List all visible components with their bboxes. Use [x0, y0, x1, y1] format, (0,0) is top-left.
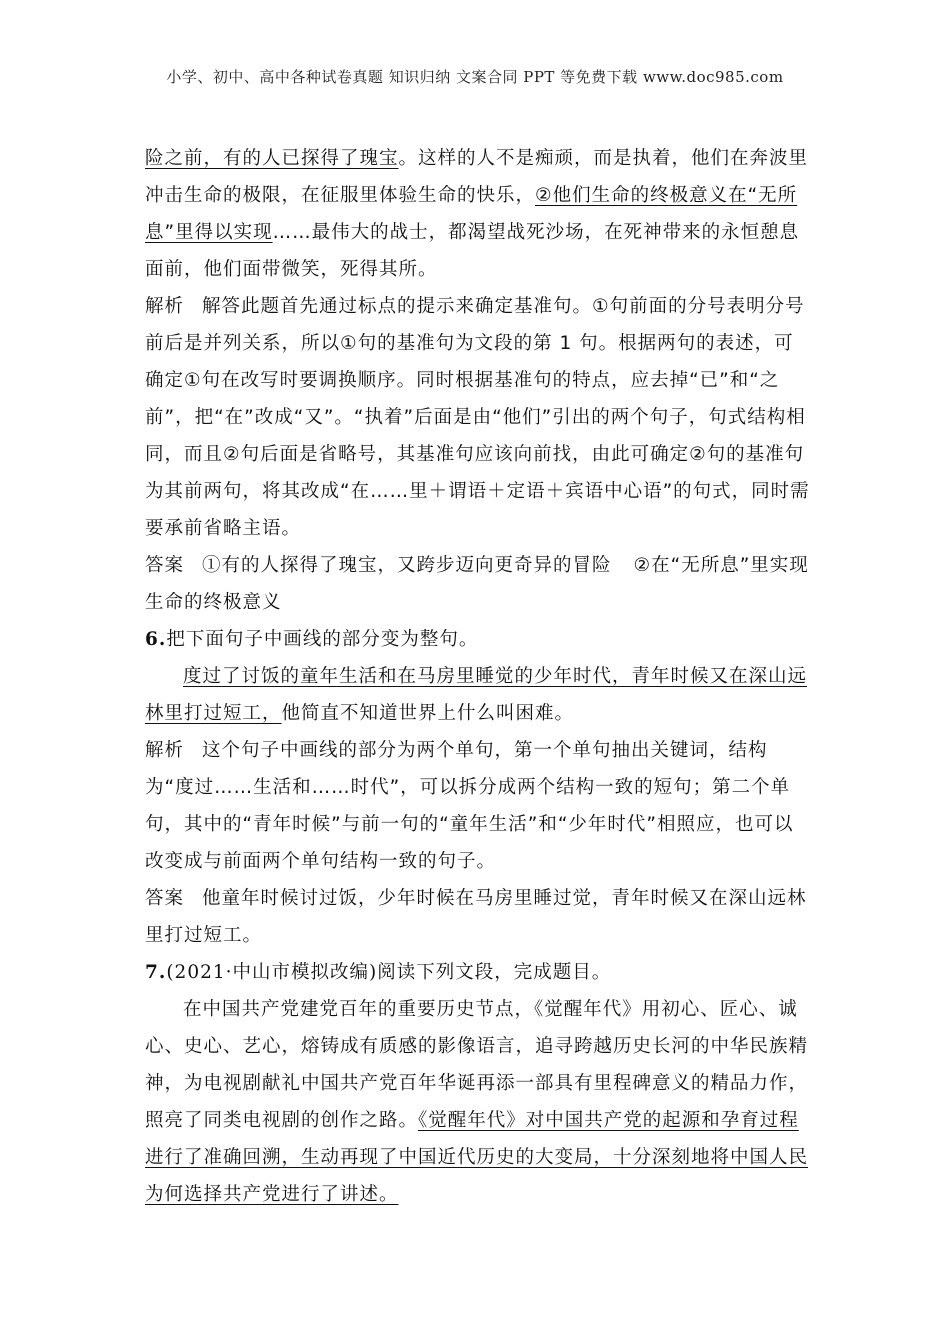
answer-label: 答案 — [145, 555, 185, 576]
answer-label: 答案 — [145, 888, 185, 909]
passage-text: ……最伟大的战士，都渴望战死沙场，在死神带来的永恒憩息面前，他们面带微笑，死得其所。 — [145, 222, 800, 280]
sentence-rest: 他简直不知道世界上什么叫困难。 — [281, 703, 575, 724]
underlined-sentence: 《觉醒年代》对中国共产党的起源和孕育过程进行了准确回溯，生动再现了中国近代历史的大变局，十分深刻地将中国人民为何选择共产党进行了讲述。 — [145, 1110, 809, 1205]
underlined-sentence-1: 险之前，有的人已探得了瑰宝 — [145, 148, 399, 169]
q5-analysis — [145, 288, 810, 547]
passage-text: 在中国共产党建党百年的重要历史节点，《觉醒年代》用初心、匠心、诚心、史心、艺心，熔铸成有质感的影像语言，追寻跨越历史长河的中华民族精神，为电视剧献礼中国共产党百年华诞再添一部具有里程碑意义的精品力作，照亮了同类电视剧的创作之路。 — [145, 999, 809, 1131]
document-body — [145, 140, 810, 1213]
question-source: (2021·中山市模拟改编) — [166, 962, 378, 983]
q7-passage — [145, 991, 810, 1213]
passage-text: 。这样的人不是痴顽，而是执着，他们在奔波里冲击生命的极限，在征服里体验生命的快乐， — [145, 148, 809, 206]
question-prompt: 把下面句子中画线的部分变为整句。 — [166, 629, 479, 650]
analysis-label: 解析 — [145, 296, 185, 317]
q7-prompt — [145, 954, 810, 991]
answer-text: 他童年时候讨过饭，少年时候在马房里睡过觉，青年时候又在深山远林里打过短工。 — [145, 888, 807, 946]
q6-sentence — [145, 658, 810, 732]
q6-prompt — [145, 621, 810, 658]
analysis-label: 解析 — [145, 740, 185, 761]
analysis-text: 这个句子中画线的部分为两个单句，第一个单句抽出关键词，结构为“度过……生活和……时代”，可以拆分成两个结构一致的短句；第二个单句，其中的“青年时候”与前一句的“童年生活”和“少年时代”相照应，也可以改变成与前面两个单句结构一致的句子。 — [145, 740, 794, 872]
page-header: 小学、初中、高中各种试卷真题 知识归纳 文案合同 PPT 等免费下载 www.doc985.com — [166, 68, 784, 86]
q6-analysis — [145, 732, 810, 880]
answer-text-2: ②在“无所息”里实现生命的终极意义 — [145, 555, 809, 613]
analysis-text: 解答此题首先通过标点的提示来确定基准句。①句前面的分号表明分号前后是并列关系，所以①句的基准句为文段的第 1 句。根据两句的表述，可确定①句在改写时要调换顺序。同时根据基准句的特点，应去掉“已”和“之前”，把“在”改成“又”。“执着”后面是由“他们”引出的两个句子，句式结构相同，而且②句后面是省略号，其基准句应该向前找，由此可确定②句的基准句为其前两句，将其改成“在……里＋谓语＋定语＋宾语中心语”的句式，同时需要承前省略主语。 — [145, 296, 810, 539]
question-prompt: 阅读下列文段，完成题目。 — [377, 962, 612, 983]
q5-answer — [145, 547, 810, 621]
question-number: 7. — [145, 962, 167, 983]
passage-tail — [145, 140, 810, 288]
q6-answer — [145, 880, 810, 954]
question-number: 6. — [145, 629, 167, 650]
underlined-sentence: 度过了讨饭的童年生活和在马房里睡觉的少年时代，青年时候又在深山远林里打过短工， — [145, 666, 808, 724]
underlined-sentence-2: ②他们生命的终极意义在“无所息”里得以实现 — [145, 185, 798, 243]
answer-text-1: ①有的人探得了瑰宝，又跨步迈向更奇异的冒险 — [202, 555, 612, 576]
